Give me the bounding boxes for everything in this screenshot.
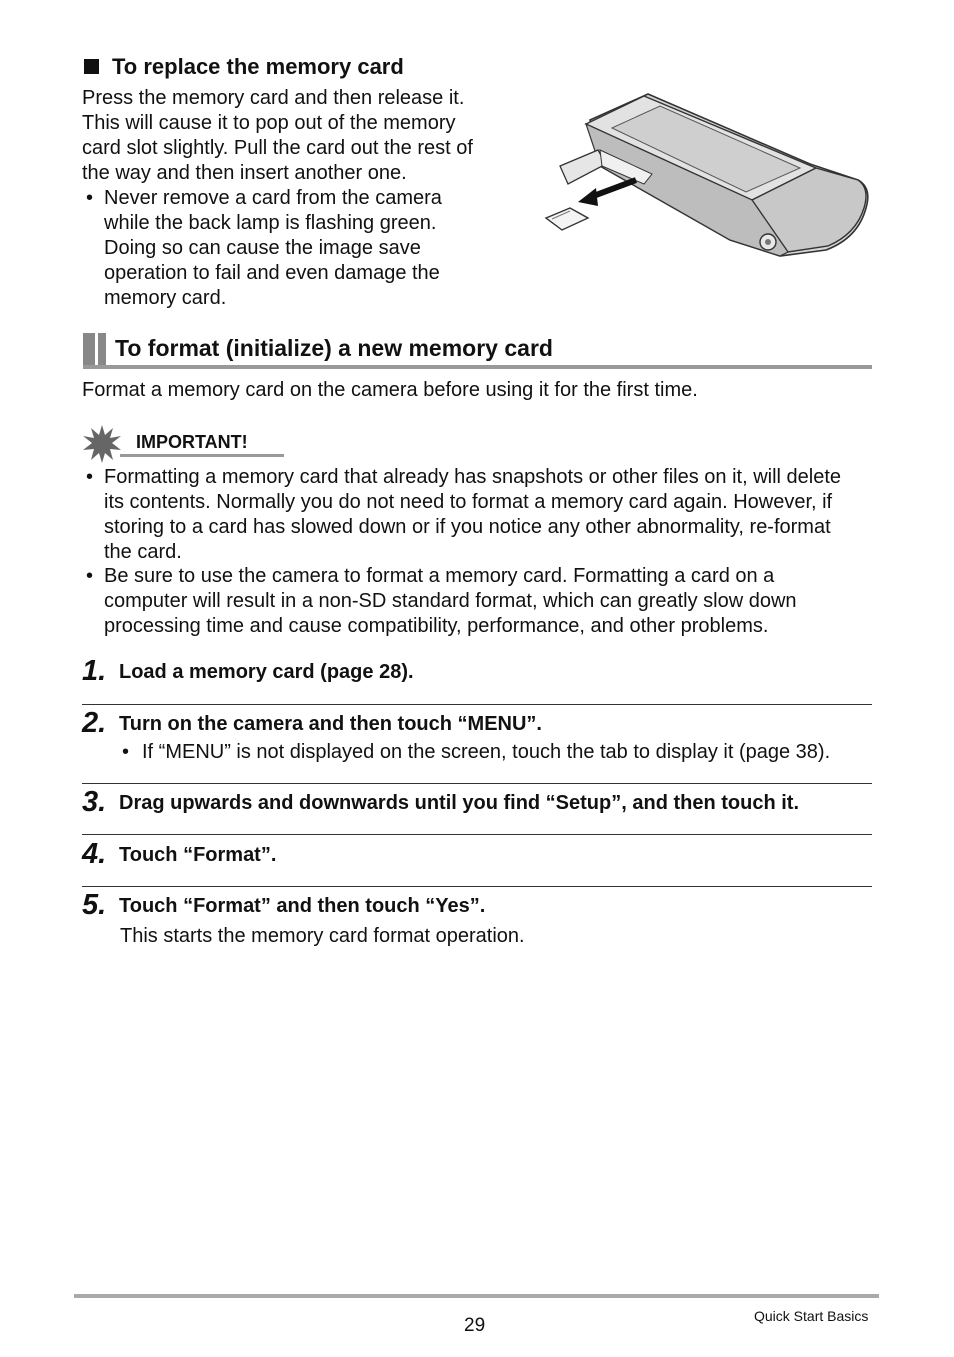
bullet-line: computer will result in a non-SD standard format, which can greatly slow down (104, 590, 797, 612)
important-label: IMPORTANT! (136, 432, 248, 452)
camera-illustration (540, 88, 875, 263)
important-underline (120, 454, 284, 457)
format-intro: Format a memory card on the camera before using it for the first time. (82, 379, 698, 401)
bullet-line: its contents. Normally you do not need to format a memory card again. However, if (104, 491, 833, 513)
replace-paragraph (82, 86, 502, 186)
step-divider (82, 834, 872, 835)
step-divider (82, 886, 872, 887)
bullet-dot: • (86, 565, 94, 587)
section-bar-icon (83, 333, 95, 367)
step-note-bullet: • (122, 741, 130, 763)
step-text: Touch “Format” and then touch “Yes”. (119, 895, 486, 917)
section-bar-icon (98, 333, 106, 367)
bullet-dot: • (86, 466, 94, 488)
step-number: 2. (82, 707, 107, 739)
bullet-line: the card. (104, 541, 182, 563)
square-bullet-icon (84, 59, 99, 74)
bullet-line: while the back lamp is flashing green. (104, 212, 437, 234)
step-divider (82, 704, 872, 705)
bullet-line: processing time and cause compatibility, performance, and other problems. (104, 615, 769, 637)
bullet-line: Formatting a memory card that already has snapshots or other files on it, will delete (104, 466, 842, 488)
step-text: Load a memory card (page 28). (119, 661, 414, 683)
step-note: If “MENU” is not displayed on the screen, touch the tab to display it (page 38). (142, 741, 831, 763)
step-text: Drag upwards and downwards until you find “Setup”, and then touch it. (119, 792, 799, 814)
replace-line: card slot slightly. Pull the card out the rest of (82, 137, 473, 159)
important-bullet-text (104, 564, 876, 639)
replace-heading: To replace the memory card (112, 54, 404, 79)
replace-line: Press the memory card and then release it. (82, 87, 465, 109)
step-number: 3. (82, 786, 107, 818)
bullet-line: operation to fail and even damage the (104, 262, 440, 284)
bullet-line: Doing so can cause the image save (104, 237, 421, 259)
footer-section-name: Quick Start Basics (754, 1308, 869, 1324)
bullet-line: memory card. (104, 287, 227, 309)
step-sub-text: This starts the memory card format operation. (120, 925, 525, 947)
format-section-heading: To format (initialize) a new memory card (115, 335, 553, 361)
page-number: 29 (464, 1315, 486, 1336)
section-underline (83, 365, 872, 369)
important-burst-icon (82, 424, 122, 464)
bullet-line: Be sure to use the camera to format a memory card. Formatting a card on a (104, 565, 775, 587)
bullet-line: storing to a card has slowed down or if you notice any other abnormality, re-format (104, 516, 831, 538)
step-number: 1. (82, 655, 107, 687)
step-divider (82, 783, 872, 784)
step-number: 5. (82, 889, 107, 921)
step-number: 4. (82, 838, 107, 870)
replace-line: This will cause it to pop out of the memory (82, 112, 456, 134)
replace-line: the way and then insert another one. (82, 162, 407, 184)
replace-bullet-text (104, 186, 482, 311)
step-text: Touch “Format”. (119, 844, 277, 866)
footer-rule (74, 1294, 879, 1298)
important-bullet-text (104, 465, 876, 565)
bullet-dot: • (86, 187, 94, 209)
bullet-line: Never remove a card from the camera (104, 187, 442, 209)
step-text: Turn on the camera and then touch “MENU”. (119, 713, 542, 735)
